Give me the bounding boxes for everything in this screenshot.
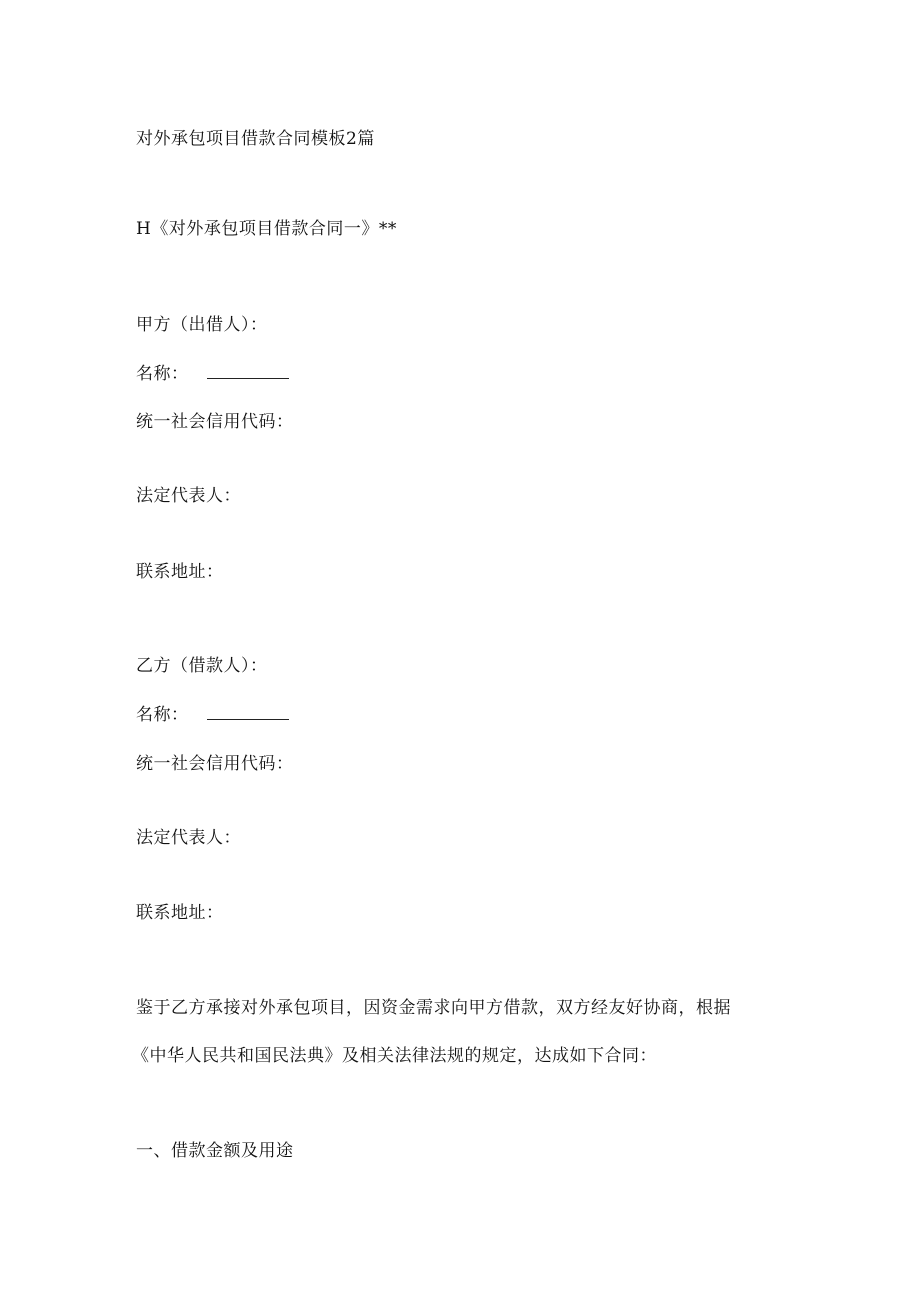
party-a-name-blank (207, 363, 289, 379)
party-a-address-label: 联系地址： (136, 562, 224, 582)
party-a-credit-code-label: 统一社会信用代码： (136, 412, 294, 432)
party-b-name-row (136, 704, 289, 726)
preamble-line-1: 鉴于乙方承接对外承包项目，因资金需求向甲方借款，双方经友好协商，根据 (136, 998, 731, 1018)
contract-subtitle: H《对外承包项目借款合同一》** (136, 219, 397, 239)
party-b-heading: 乙方（借款人）： (136, 656, 268, 676)
party-a-name-label: 名称： (136, 364, 189, 384)
party-b-name-blank (207, 704, 289, 720)
party-a-name-row (136, 363, 289, 385)
party-b-address-label: 联系地址： (136, 903, 224, 923)
party-b-name-label: 名称： (136, 705, 189, 725)
document-title: 对外承包项目借款合同模板2篇 (136, 129, 375, 149)
party-b-legal-rep-label: 法定代表人： (136, 828, 241, 848)
preamble-line-2: 《中华人民共和国民法典》及相关法律法规的规定，达成如下合同： (132, 1046, 657, 1066)
section-1-heading: 一、借款金额及用途 (136, 1141, 294, 1161)
party-a-legal-rep-label: 法定代表人： (136, 486, 241, 506)
party-a-heading: 甲方（出借人）： (136, 315, 268, 335)
party-b-credit-code-label: 统一社会信用代码： (136, 754, 294, 774)
